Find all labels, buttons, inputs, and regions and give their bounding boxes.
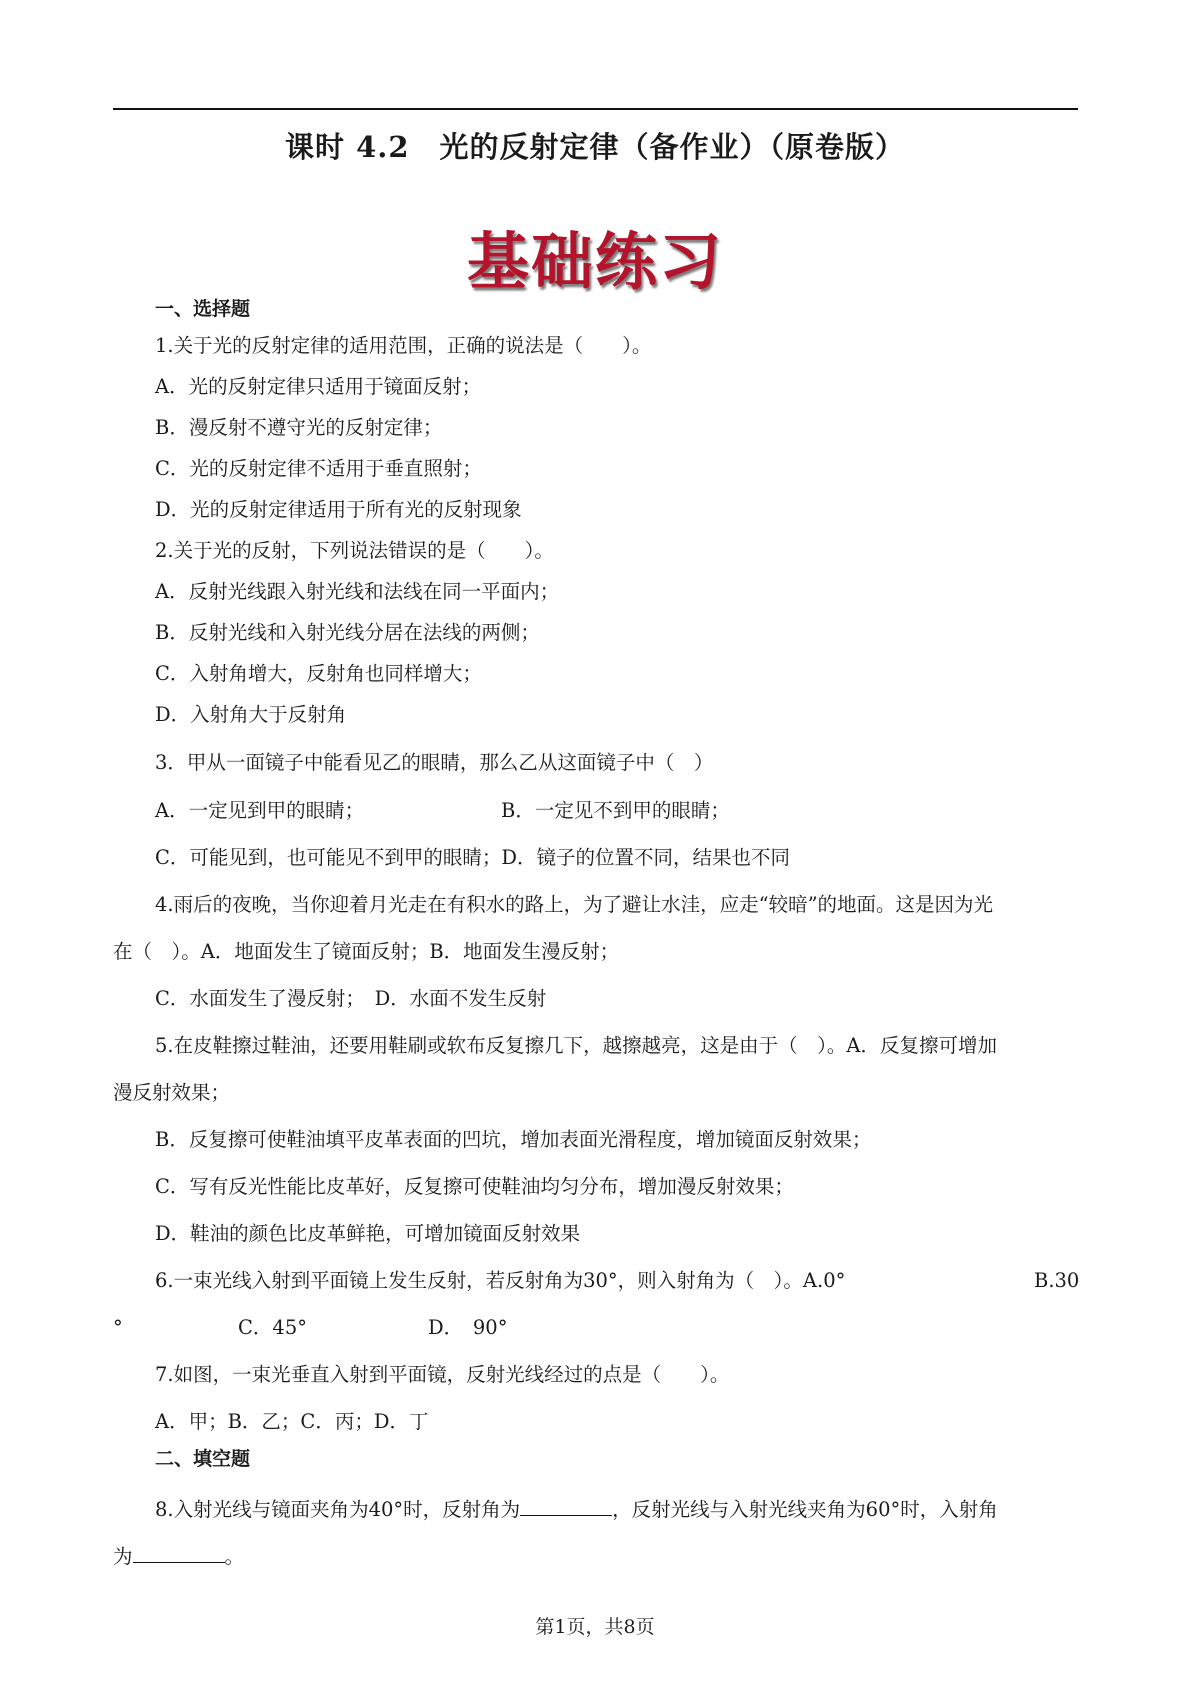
q2-option-c: C．入射角增大，反射角也同样增大； xyxy=(155,662,482,685)
q6-option-b-degree: ° xyxy=(113,1316,123,1339)
page-title: 课时 4.2 光的反射定律（备作业）（原卷版） xyxy=(284,130,906,164)
q8-blank-1[interactable] xyxy=(520,1495,612,1516)
q1-option-c: C．光的反射定律不适用于垂直照射； xyxy=(155,457,482,480)
q5-stem-line2: 漫反射效果； xyxy=(113,1081,231,1104)
q8-text-1: 8.入射光线与镜面夹角为40°时，反射角为 xyxy=(155,1498,521,1521)
q6-option-c: C．45° xyxy=(238,1316,307,1339)
q8-text-2: ，反射光线与入射光线夹角为60°时，入射角 xyxy=(612,1498,998,1521)
q8-line2 xyxy=(113,1542,244,1570)
q6-stem: 6.一束光线入射到平面镜上发生反射，若反射角为30°，则入射角为（ ）。A.0° xyxy=(155,1269,846,1292)
q2-option-a: A．反射光线跟入射光线和法线在同一平面内； xyxy=(155,580,560,603)
q3-stem: 3．甲从一面镜子中能看见乙的眼睛，那么乙从这面镜子中（ ） xyxy=(155,751,714,774)
section-heading-fill: 二、填空题 xyxy=(155,1448,251,1470)
q6-option-b: B.30 xyxy=(1034,1269,1080,1292)
q5-stem-line1: 5.在皮鞋擦过鞋油，还要用鞋刷或软布反复擦几下，越擦越亮，这是由于（ ）。A．反复擦可增加 xyxy=(155,1034,997,1057)
q5-option-d: D．鞋油的颜色比皮革鲜艳，可增加镜面反射效果 xyxy=(155,1222,581,1245)
q8-text-3: 为 xyxy=(113,1545,133,1568)
header-rule xyxy=(113,108,1078,110)
q2-option-b: B．反射光线和入射光线分居在法线的两侧； xyxy=(155,621,540,644)
q5-option-b: B．反复擦可使鞋油填平皮革表面的凹坑，增加表面光滑程度，增加镜面反射效果； xyxy=(155,1128,872,1151)
section-heading-choice: 一、选择题 xyxy=(155,298,251,320)
q4-stem-line2: 在（ ）。A．地面发生了镜面反射；B．地面发生漫反射； xyxy=(113,940,620,963)
q5-option-c: C．写有反光性能比皮革好，反复擦可使鞋油均匀分布，增加漫反射效果； xyxy=(155,1175,794,1198)
q7-options: A．甲；B．乙；C．丙；D．丁 xyxy=(155,1410,429,1433)
q8-blank-2[interactable] xyxy=(133,1542,225,1563)
page-footer: 第1页，共8页 xyxy=(535,1616,655,1638)
q7-stem: 7.如图，一束光垂直入射到平面镜，反射光线经过的点是（ ）。 xyxy=(155,1363,730,1386)
q1-stem: 1.关于光的反射定律的适用范围，正确的说法是（ ）。 xyxy=(155,334,652,357)
q2-stem: 2.关于光的反射，下列说法错误的是（ ）。 xyxy=(155,539,554,562)
q8-line1 xyxy=(155,1495,998,1523)
q1-option-d: D．光的反射定律适用于所有光的反射现象 xyxy=(155,498,522,521)
q8-text-4: 。 xyxy=(224,1545,245,1568)
q1-option-b: B．漫反射不遵守光的反射定律； xyxy=(155,416,443,439)
q1-option-a: A．光的反射定律只适用于镜面反射； xyxy=(155,375,482,398)
q3-option-a: A．一定见到甲的眼睛； xyxy=(155,799,365,822)
q3-option-b: B．一定见不到甲的眼睛； xyxy=(501,799,730,822)
q3-option-cd: C．可能见到，也可能见不到甲的眼睛；D．镜子的位置不同，结果也不同 xyxy=(155,846,791,869)
q2-option-d: D．入射角大于反射角 xyxy=(155,703,347,726)
q6-option-d: D． 90° xyxy=(428,1316,508,1339)
q4-option-cd: C．水面发生了漫反射； D．水面不发生反射 xyxy=(155,987,547,1010)
section-banner: 基础练习 xyxy=(466,225,723,298)
q4-stem-line1: 4.雨后的夜晚，当你迎着月光走在有积水的路上，为了避让水洼，应走“较暗”的地面。这是因为光 xyxy=(155,893,994,916)
